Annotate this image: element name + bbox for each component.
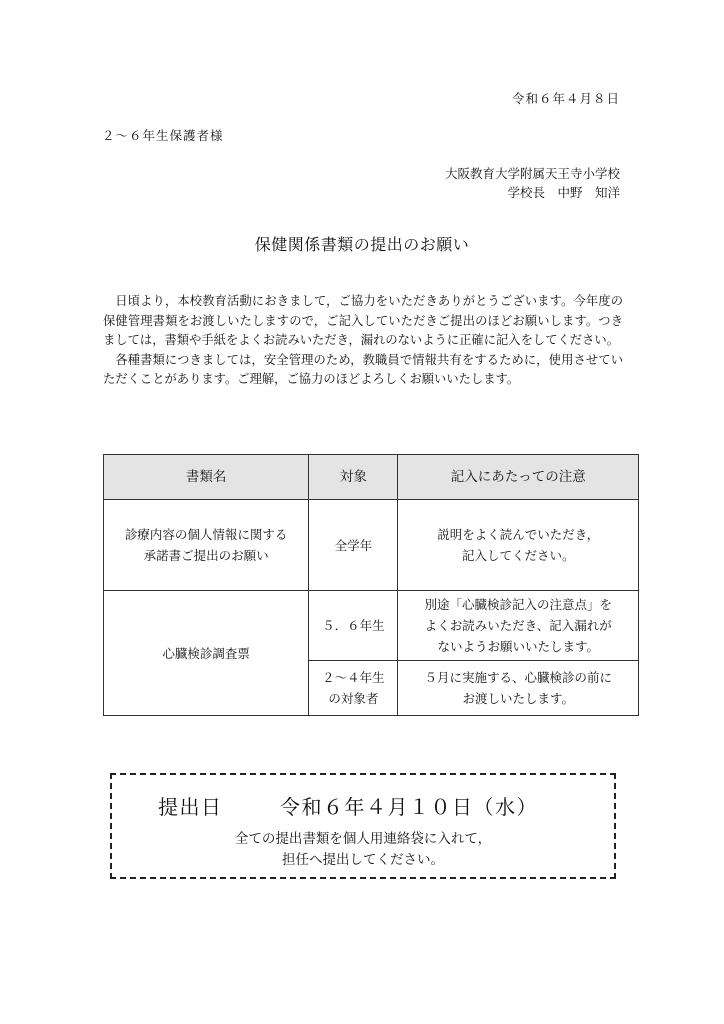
deadline-box: [110, 773, 616, 879]
page-title: 保健関係書類の提出のお願い: [254, 235, 470, 254]
table-row: [104, 500, 639, 591]
note-cell: 別途「心臓検診記入の注意点」を よくお読みいただき、記入漏れが ないようお願いいたします。: [398, 591, 639, 661]
header-notes: 記入にあたっての注意: [398, 455, 639, 500]
addressee: ２～６年生保護者様: [102, 128, 224, 143]
letter-date: 令和６年４月８日: [511, 91, 620, 106]
table-header-row: [104, 455, 639, 500]
target-cell: ５．６年生: [309, 591, 398, 661]
note-cell: ５月に実施する、心臓検診の前に お渡しいたします。: [398, 661, 639, 716]
header-document-name: 書類名: [104, 455, 309, 500]
documents-table: [103, 454, 639, 716]
target-cell: 全学年: [309, 500, 398, 591]
document-name-cell: 心臓検診調査票: [104, 591, 309, 716]
sender-block: [445, 164, 620, 202]
body-paragraph-2: 各種書類につきましては，安全管理のため，教職員で情報共有をするために，使用させていただくことがあります。ご理解，ご協力のほどよろしくお願いいたします。: [103, 352, 623, 386]
body-paragraph-1: 日頃より，本校教育活動におきまして，ご協力をいただきありがとうございます。今年度の保健管理書類をお渡しいたしますので，ご記入していただきご提出のほどお願いします。つきましては，書類や手紙をよくお読みいただき，漏れのないように正確に記入をしてください。: [103, 294, 623, 347]
note-cell: 説明をよく読んでいただき， 記入してください。: [398, 500, 639, 591]
letter-body: [103, 292, 623, 390]
deadline-date: 令和６年４月１０日（水）: [280, 795, 538, 819]
table-row: [104, 591, 639, 661]
deadline-note: 全ての提出書類を個人用連絡袋に入れて， 担任へ提出してください。: [234, 831, 492, 868]
header-target: 対象: [309, 455, 398, 500]
deadline-label: 提出日: [158, 795, 223, 819]
document-name-cell: 診療内容の個人情報に関する 承諾書ご提出のお願い: [104, 500, 309, 591]
sender-organization: 大阪教育大学附属天王寺小学校: [444, 166, 620, 181]
target-cell: ２～４年生 の対象者: [309, 661, 398, 716]
sender-name: 学校長 中野 知洋: [507, 185, 620, 200]
